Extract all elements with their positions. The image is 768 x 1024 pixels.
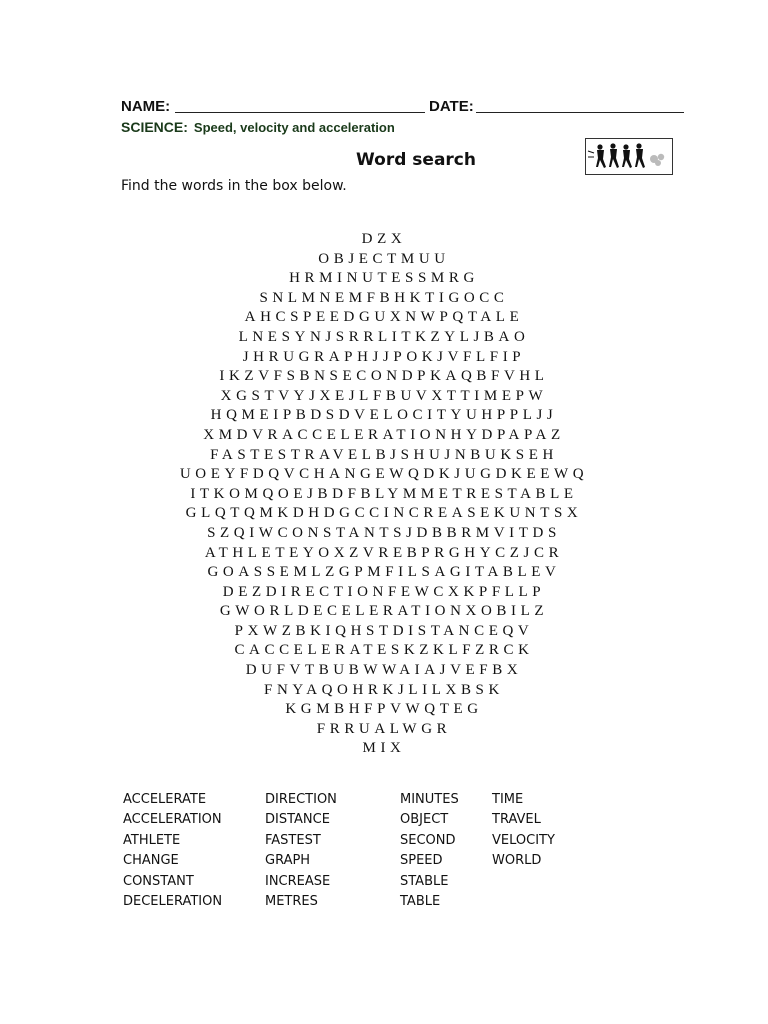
- grid-row: SNLMNEMFBHKTIGOCC: [259, 289, 509, 306]
- word-search-grid: [0, 230, 768, 759]
- grid-row: XGSTVYJXEJLFBUVXTTIMEPW: [220, 387, 548, 404]
- date-label: DATE:: [429, 98, 474, 115]
- subject-line: [121, 119, 395, 135]
- subject-topic: Speed, velocity and acceleration: [193, 120, 395, 135]
- word-column-1: [123, 790, 222, 912]
- word-item: DIRECTION: [265, 792, 337, 807]
- date-blank-line[interactable]: [476, 112, 684, 113]
- grid-row: DUFVTBUBWWAIAJVEFBX: [245, 662, 523, 679]
- grid-row: ITKOMQOEJBDFBLYMMETRESTABLE: [190, 485, 578, 502]
- word-item: ACCELERATE: [123, 792, 207, 807]
- subject-label: SCIENCE:: [121, 119, 188, 135]
- grid-row: XMDVRACCELERATIONHYDPAPAZ: [203, 426, 565, 443]
- runners-clipart: [585, 138, 673, 175]
- grid-row: GOASSEMLZGPMFILSAGITABLEV: [207, 564, 561, 581]
- name-blank-line[interactable]: [175, 112, 425, 113]
- grid-row: ATHLETEYOXZVREBPRGHYCZJCR: [204, 544, 564, 561]
- grid-row: FNYAQOHRKJLILXBSK: [264, 681, 504, 698]
- word-item: DISTANCE: [265, 812, 330, 828]
- word-item: TABLE: [400, 893, 441, 909]
- grid-row: FRRUALWGR: [316, 720, 452, 737]
- grid-row: UOEYFDQVCHANGEWQDKJUGDKEEWQ: [179, 466, 589, 483]
- word-column-4: [492, 790, 555, 872]
- word-item: GRAPH: [265, 853, 311, 869]
- grid-row: HQMEIPBDSDVELOCITYUHPPLJJ: [210, 407, 558, 424]
- grid-row: MIX: [362, 740, 406, 757]
- word-item: MINUTES: [400, 792, 459, 807]
- word-item: VELOCITY: [492, 832, 555, 848]
- word-item: SPEED: [400, 853, 443, 869]
- grid-row: LNESYNJSRRLITKZYLJBAO: [238, 328, 530, 345]
- word-item: SECOND: [400, 832, 456, 848]
- word-column-3: [400, 790, 459, 912]
- grid-row: KGMBHFPVWQTEG: [285, 701, 483, 718]
- grid-row: OBJECTMUU: [318, 250, 450, 267]
- word-item: STABLE: [400, 873, 449, 889]
- word-item: DECELERATION: [123, 893, 223, 909]
- grid-row: GLQTQMKDHDGCCINCREASEKUNTSX: [185, 505, 583, 522]
- grid-row: JHRUGRAPHJJPOKJVFLFIP: [242, 348, 526, 365]
- grid-row: FASTESTRAVELBJSHUJNBUKSEH: [210, 446, 558, 463]
- name-date-header: [121, 96, 686, 118]
- worksheet-title: Word search: [356, 150, 476, 170]
- word-item: TRAVEL: [492, 812, 541, 828]
- grid-row: IKZVFSBNSECONDPKAQBFVHL: [219, 368, 549, 385]
- grid-row: AHCSPEEDGUXNWPQTALE: [244, 309, 524, 326]
- word-list: [123, 790, 643, 915]
- word-item: TIME: [492, 792, 524, 807]
- grid-row: SZQIWCONSTANTSJDBBRMVITDS: [207, 524, 561, 541]
- word-item: ATHLETE: [123, 832, 181, 848]
- word-item: INCREASE: [265, 873, 331, 889]
- grid-row: DZX: [361, 231, 407, 247]
- word-item: ACCELERATION: [123, 812, 222, 828]
- grid-row: HRMINUTESSMRG: [289, 270, 479, 287]
- grid-row: CACCELERATESKZKLFZRCK: [234, 642, 534, 659]
- runners-icon: [586, 139, 674, 176]
- word-item: CHANGE: [123, 853, 179, 869]
- grid-row: DEZDIRECTIONFEWCXKPFLLP: [222, 583, 546, 600]
- grid-row: GWORLDECELERATIONXOBILZ: [219, 603, 549, 620]
- word-item: WORLD: [492, 853, 542, 869]
- word-item: OBJECT: [400, 812, 449, 828]
- instructions: Find the words in the box below.: [121, 178, 347, 194]
- word-column-2: [265, 790, 337, 912]
- word-item: METRES: [265, 893, 318, 909]
- grid-row: PXWZBKIQHSTDISTANCEQV: [234, 622, 534, 639]
- word-item: FASTEST: [265, 832, 321, 848]
- word-item: CONSTANT: [123, 873, 194, 889]
- name-label: NAME:: [121, 98, 171, 115]
